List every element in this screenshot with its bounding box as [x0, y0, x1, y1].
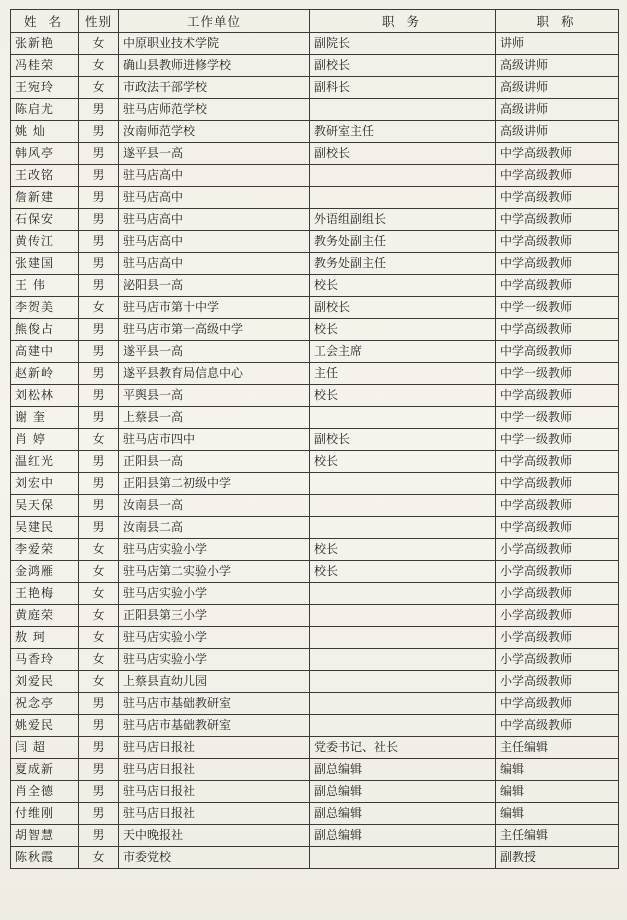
- cell-post: [310, 693, 496, 715]
- cell-name: 王宛玲: [11, 77, 79, 99]
- cell-gender: 男: [79, 231, 119, 253]
- cell-gender: 男: [79, 275, 119, 297]
- table-row: [11, 407, 619, 429]
- cell-name: 肖全德: [11, 781, 79, 803]
- cell-name: 赵新岭: [11, 363, 79, 385]
- cell-post: [310, 407, 496, 429]
- cell-post: [310, 649, 496, 671]
- cell-gender: 男: [79, 121, 119, 143]
- table-row: [11, 385, 619, 407]
- cell-unit: 上蔡县一高: [119, 407, 310, 429]
- cell-title: 主任编辑: [496, 737, 619, 759]
- cell-post: [310, 473, 496, 495]
- cell-title: 中学一级教师: [496, 297, 619, 319]
- cell-gender: 男: [79, 341, 119, 363]
- cell-post: [310, 605, 496, 627]
- cell-name: 王艳梅: [11, 583, 79, 605]
- cell-title: 中学高级教师: [496, 473, 619, 495]
- cell-name: 谢 奎: [11, 407, 79, 429]
- cell-name: 李爱荣: [11, 539, 79, 561]
- table-row: [11, 627, 619, 649]
- cell-gender: 男: [79, 209, 119, 231]
- cell-post: 副总编辑: [310, 803, 496, 825]
- cell-post: 党委书记、社长: [310, 737, 496, 759]
- cell-gender: 女: [79, 561, 119, 583]
- cell-unit: 遂平县一高: [119, 341, 310, 363]
- cell-unit: 平舆县一高: [119, 385, 310, 407]
- table-header-row: [11, 10, 619, 33]
- roster-table: [10, 9, 619, 869]
- table-row: [11, 363, 619, 385]
- cell-title: 编辑: [496, 759, 619, 781]
- cell-name: 詹新建: [11, 187, 79, 209]
- table-row: [11, 605, 619, 627]
- cell-name: 李贺美: [11, 297, 79, 319]
- cell-gender: 女: [79, 583, 119, 605]
- cell-title: 小学高级教师: [496, 649, 619, 671]
- cell-gender: 男: [79, 363, 119, 385]
- table-row: [11, 693, 619, 715]
- table-row: [11, 803, 619, 825]
- cell-name: 付维刚: [11, 803, 79, 825]
- cell-post: 校长: [310, 319, 496, 341]
- cell-gender: 男: [79, 759, 119, 781]
- cell-title: 中学高级教师: [496, 209, 619, 231]
- cell-gender: 男: [79, 165, 119, 187]
- table-row: [11, 517, 619, 539]
- cell-title: 中学高级教师: [496, 715, 619, 737]
- cell-title: 中学一级教师: [496, 407, 619, 429]
- cell-name: 刘松林: [11, 385, 79, 407]
- table-row: [11, 187, 619, 209]
- cell-title: 小学高级教师: [496, 605, 619, 627]
- cell-post: [310, 99, 496, 121]
- header-name: 姓 名: [11, 10, 79, 33]
- cell-unit: 驻马店日报社: [119, 759, 310, 781]
- cell-gender: 女: [79, 649, 119, 671]
- cell-post: [310, 583, 496, 605]
- table-row: [11, 561, 619, 583]
- cell-name: 胡智慧: [11, 825, 79, 847]
- cell-unit: 驻马店日报社: [119, 737, 310, 759]
- table-row: [11, 495, 619, 517]
- cell-unit: 市政法干部学校: [119, 77, 310, 99]
- cell-name: 熊俊占: [11, 319, 79, 341]
- header-gender: 性别: [79, 10, 119, 33]
- cell-gender: 女: [79, 539, 119, 561]
- cell-unit: 中原职业技术学院: [119, 33, 310, 55]
- cell-post: 副校长: [310, 143, 496, 165]
- cell-gender: 男: [79, 187, 119, 209]
- cell-unit: 驻马店高中: [119, 231, 310, 253]
- cell-name: 陈秋霞: [11, 847, 79, 869]
- cell-unit: 驻马店实验小学: [119, 627, 310, 649]
- cell-unit: 驻马店日报社: [119, 803, 310, 825]
- cell-name: 马香玲: [11, 649, 79, 671]
- cell-unit: 驻马店高中: [119, 253, 310, 275]
- cell-unit: 确山县教师进修学校: [119, 55, 310, 77]
- table-row: [11, 143, 619, 165]
- cell-gender: 男: [79, 385, 119, 407]
- cell-post: 副校长: [310, 297, 496, 319]
- cell-name: 陈启尤: [11, 99, 79, 121]
- cell-post: [310, 671, 496, 693]
- cell-name: 王 伟: [11, 275, 79, 297]
- cell-name: 温红光: [11, 451, 79, 473]
- cell-post: [310, 847, 496, 869]
- cell-gender: 女: [79, 671, 119, 693]
- cell-unit: 遂平县一高: [119, 143, 310, 165]
- cell-post: 副总编辑: [310, 825, 496, 847]
- cell-title: 小学高级教师: [496, 671, 619, 693]
- cell-unit: 驻马店市基础教研室: [119, 715, 310, 737]
- cell-name: 金鸿雁: [11, 561, 79, 583]
- cell-gender: 男: [79, 407, 119, 429]
- cell-post: 副校长: [310, 429, 496, 451]
- cell-name: 黄传江: [11, 231, 79, 253]
- table-row: [11, 99, 619, 121]
- header-title: 职 称: [496, 10, 619, 33]
- cell-gender: 男: [79, 319, 119, 341]
- cell-name: 冯桂荣: [11, 55, 79, 77]
- cell-unit: 泌阳县一高: [119, 275, 310, 297]
- cell-post: [310, 187, 496, 209]
- cell-title: 讲师: [496, 33, 619, 55]
- cell-post: [310, 517, 496, 539]
- cell-post: 副科长: [310, 77, 496, 99]
- table-row: [11, 429, 619, 451]
- table-row: [11, 77, 619, 99]
- table-row: [11, 319, 619, 341]
- cell-gender: 男: [79, 253, 119, 275]
- cell-title: 中学高级教师: [496, 275, 619, 297]
- cell-name: 姚 灿: [11, 121, 79, 143]
- cell-unit: 遂平县教育局信息中心: [119, 363, 310, 385]
- cell-title: 小学高级教师: [496, 583, 619, 605]
- cell-title: 中学高级教师: [496, 517, 619, 539]
- cell-gender: 女: [79, 33, 119, 55]
- cell-post: 副总编辑: [310, 759, 496, 781]
- cell-name: 吴建民: [11, 517, 79, 539]
- table-row: [11, 55, 619, 77]
- cell-post: 校长: [310, 561, 496, 583]
- cell-post: 外语组副组长: [310, 209, 496, 231]
- cell-unit: 驻马店高中: [119, 187, 310, 209]
- cell-post: [310, 495, 496, 517]
- cell-name: 夏成新: [11, 759, 79, 781]
- cell-title: 中学高级教师: [496, 165, 619, 187]
- cell-unit: 驻马店市第一高级中学: [119, 319, 310, 341]
- cell-title: 中学高级教师: [496, 231, 619, 253]
- cell-unit: 天中晚报社: [119, 825, 310, 847]
- cell-gender: 男: [79, 495, 119, 517]
- table-row: [11, 341, 619, 363]
- cell-unit: 驻马店师范学校: [119, 99, 310, 121]
- cell-title: 中学高级教师: [496, 341, 619, 363]
- table-row: [11, 275, 619, 297]
- table-row: [11, 671, 619, 693]
- cell-post: 校长: [310, 451, 496, 473]
- cell-post: 教务处副主任: [310, 231, 496, 253]
- table-row: [11, 253, 619, 275]
- table-row: [11, 737, 619, 759]
- cell-gender: 男: [79, 715, 119, 737]
- cell-title: 主任编辑: [496, 825, 619, 847]
- cell-unit: 驻马店高中: [119, 165, 310, 187]
- cell-post: [310, 715, 496, 737]
- cell-gender: 男: [79, 517, 119, 539]
- cell-title: 编辑: [496, 781, 619, 803]
- table-row: [11, 847, 619, 869]
- cell-unit: 驻马店高中: [119, 209, 310, 231]
- cell-post: 校长: [310, 385, 496, 407]
- cell-name: 张建国: [11, 253, 79, 275]
- cell-gender: 女: [79, 605, 119, 627]
- cell-name: 韩风亭: [11, 143, 79, 165]
- cell-name: 姚爱民: [11, 715, 79, 737]
- cell-name: 刘爱民: [11, 671, 79, 693]
- cell-post: [310, 165, 496, 187]
- cell-title: 中学高级教师: [496, 693, 619, 715]
- table-row: [11, 825, 619, 847]
- cell-unit: 驻马店日报社: [119, 781, 310, 803]
- cell-unit: 正阳县第三小学: [119, 605, 310, 627]
- cell-unit: 汝南县二高: [119, 517, 310, 539]
- cell-title: 中学高级教师: [496, 319, 619, 341]
- table-row: [11, 473, 619, 495]
- cell-gender: 男: [79, 99, 119, 121]
- header-post: 职 务: [310, 10, 496, 33]
- cell-post: 副校长: [310, 55, 496, 77]
- cell-title: 副教授: [496, 847, 619, 869]
- cell-unit: 正阳县第二初级中学: [119, 473, 310, 495]
- cell-title: 编辑: [496, 803, 619, 825]
- table-row: [11, 33, 619, 55]
- cell-gender: 女: [79, 297, 119, 319]
- cell-post: 工会主席: [310, 341, 496, 363]
- cell-title: 高级讲师: [496, 99, 619, 121]
- cell-title: 中学一级教师: [496, 363, 619, 385]
- cell-title: 高级讲师: [496, 77, 619, 99]
- cell-post: 主任: [310, 363, 496, 385]
- cell-gender: 男: [79, 803, 119, 825]
- cell-name: 石保安: [11, 209, 79, 231]
- cell-gender: 男: [79, 143, 119, 165]
- cell-title: 小学高级教师: [496, 627, 619, 649]
- table-row: [11, 583, 619, 605]
- table-row: [11, 539, 619, 561]
- cell-post: 教研室主任: [310, 121, 496, 143]
- cell-title: 中学一级教师: [496, 429, 619, 451]
- cell-unit: 驻马店实验小学: [119, 583, 310, 605]
- cell-post: 副院长: [310, 33, 496, 55]
- cell-post: [310, 627, 496, 649]
- cell-unit: 驻马店实验小学: [119, 539, 310, 561]
- cell-unit: 市委党校: [119, 847, 310, 869]
- cell-title: 小学高级教师: [496, 561, 619, 583]
- cell-title: 高级讲师: [496, 55, 619, 77]
- table-body: [11, 33, 619, 869]
- table-row: [11, 649, 619, 671]
- cell-title: 小学高级教师: [496, 539, 619, 561]
- cell-name: 刘宏中: [11, 473, 79, 495]
- cell-unit: 汝南县一高: [119, 495, 310, 517]
- cell-gender: 男: [79, 473, 119, 495]
- cell-unit: 驻马店市基础教研室: [119, 693, 310, 715]
- table-row: [11, 759, 619, 781]
- cell-unit: 驻马店实验小学: [119, 649, 310, 671]
- cell-gender: 女: [79, 55, 119, 77]
- cell-name: 吴天保: [11, 495, 79, 517]
- cell-gender: 男: [79, 451, 119, 473]
- table-row: [11, 781, 619, 803]
- cell-name: 肖 婷: [11, 429, 79, 451]
- cell-name: 祝念亭: [11, 693, 79, 715]
- cell-unit: 驻马店第二实验小学: [119, 561, 310, 583]
- cell-name: 闫 超: [11, 737, 79, 759]
- cell-title: 中学高级教师: [496, 187, 619, 209]
- cell-name: 敖 珂: [11, 627, 79, 649]
- cell-post: 校长: [310, 275, 496, 297]
- cell-gender: 男: [79, 825, 119, 847]
- cell-gender: 女: [79, 429, 119, 451]
- cell-unit: 上蔡县直幼儿园: [119, 671, 310, 693]
- cell-unit: 汝南师范学校: [119, 121, 310, 143]
- header-unit: 工作单位: [119, 10, 310, 33]
- cell-name: 高建中: [11, 341, 79, 363]
- cell-title: 中学高级教师: [496, 385, 619, 407]
- table-row: [11, 231, 619, 253]
- cell-gender: 女: [79, 77, 119, 99]
- cell-unit: 正阳县一高: [119, 451, 310, 473]
- cell-gender: 男: [79, 781, 119, 803]
- cell-title: 中学高级教师: [496, 451, 619, 473]
- cell-post: 副总编辑: [310, 781, 496, 803]
- cell-gender: 男: [79, 693, 119, 715]
- cell-title: 高级讲师: [496, 121, 619, 143]
- cell-gender: 男: [79, 737, 119, 759]
- cell-post: 教务处副主任: [310, 253, 496, 275]
- cell-title: 中学高级教师: [496, 495, 619, 517]
- cell-title: 中学高级教师: [496, 253, 619, 275]
- cell-unit: 驻马店市四中: [119, 429, 310, 451]
- cell-gender: 女: [79, 847, 119, 869]
- cell-gender: 女: [79, 627, 119, 649]
- table-row: [11, 451, 619, 473]
- cell-name: 张新艳: [11, 33, 79, 55]
- table-row: [11, 121, 619, 143]
- cell-title: 中学高级教师: [496, 143, 619, 165]
- table-row: [11, 297, 619, 319]
- table-row: [11, 165, 619, 187]
- cell-name: 黄庭荣: [11, 605, 79, 627]
- table-row: [11, 209, 619, 231]
- cell-name: 王改铭: [11, 165, 79, 187]
- cell-unit: 驻马店市第十中学: [119, 297, 310, 319]
- table-row: [11, 715, 619, 737]
- cell-post: 校长: [310, 539, 496, 561]
